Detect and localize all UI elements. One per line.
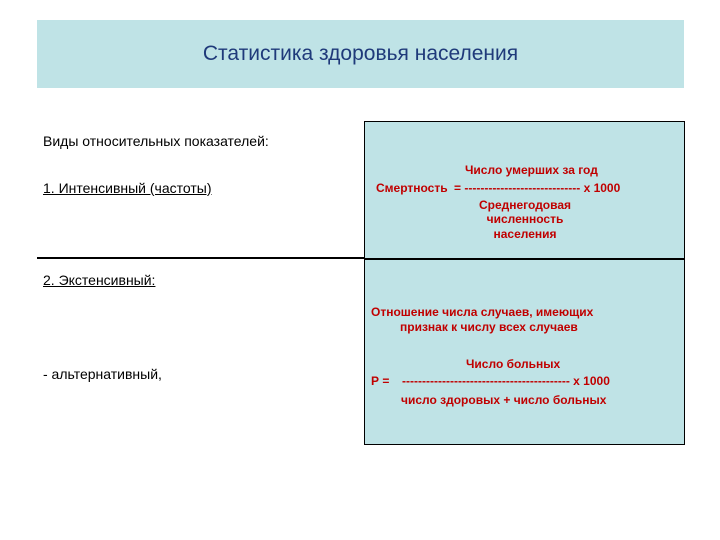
mortality-denominator-line3: населения bbox=[493, 226, 557, 241]
extensive-formula-panel bbox=[364, 259, 685, 445]
page-title: Статистика здоровья населения bbox=[202, 42, 519, 65]
indicator-types-heading: Виды относительных показателей: bbox=[43, 133, 269, 149]
mortality-lhs: Смертность bbox=[376, 181, 448, 195]
alternative-denominator: число здоровых + число больных bbox=[401, 393, 607, 407]
alternative-label: - альтернативный, bbox=[43, 366, 162, 382]
extensive-definition-line2: признак к числу всех случаев bbox=[400, 320, 578, 334]
mortality-fraction-line: = ----------------------------- х 1000 bbox=[454, 181, 621, 195]
mortality-denominator bbox=[460, 198, 590, 241]
alternative-fraction-line: ------------------------------------------ х 1000 bbox=[402, 374, 610, 388]
mortality-numerator: Число умерших за год bbox=[465, 163, 598, 177]
mortality-denominator-line1: Среднегодовая bbox=[478, 198, 572, 212]
extensive-definition-line1: Отношение числа случаев, имеющих bbox=[371, 305, 594, 319]
intensive-label: 1. Интенсивный (частоты) bbox=[43, 180, 212, 196]
alternative-lhs: Р = bbox=[371, 374, 390, 388]
alternative-numerator: Число больных bbox=[466, 357, 561, 371]
extensive-label: 2. Экстенсивный: bbox=[43, 272, 156, 288]
title-banner bbox=[37, 20, 684, 88]
mortality-denominator-line2: численность bbox=[486, 212, 564, 227]
